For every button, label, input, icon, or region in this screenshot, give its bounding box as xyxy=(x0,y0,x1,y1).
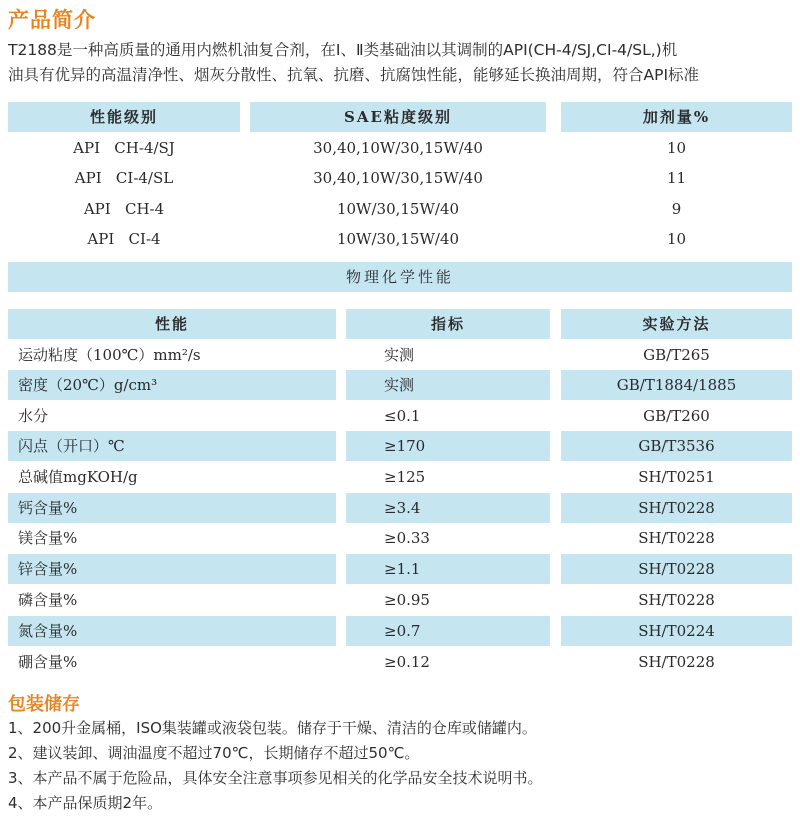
spec-cell: 实测 xyxy=(384,346,415,364)
physchem-row xyxy=(0,462,800,492)
method-cell: SH/T0251 xyxy=(638,468,715,486)
grade-header-sae: SAE粘度级别 xyxy=(250,102,546,132)
physchem-table-header xyxy=(0,309,800,339)
property-cell: 镁含量% xyxy=(18,529,78,547)
physchem-row xyxy=(0,523,800,553)
grade-table-row xyxy=(0,133,800,163)
grade-header-performance: 性能级别 xyxy=(8,102,240,132)
method-cell: SH/T0228 xyxy=(638,653,715,671)
spec-cell: ≥125 xyxy=(384,468,426,486)
grade-cell: 10 xyxy=(666,139,687,157)
grade-table-row xyxy=(0,194,800,224)
spec-cell: ≥3.4 xyxy=(346,493,550,523)
grade-cell: 11 xyxy=(666,169,687,187)
physchem-section-title: 物理化学性能 xyxy=(8,262,792,292)
property-cell: 钙含量% xyxy=(8,493,336,523)
intro-line-2: 油具有优异的高温清净性、烟灰分散性、抗氧、抗磨、抗腐蚀性能，能够延长换油周期，符合API标准 xyxy=(8,66,700,84)
grade-cell: 10W/30,15W/40 xyxy=(336,230,460,248)
property-cell: 磷含量% xyxy=(18,591,78,609)
property-cell: 总碱值mgKOH/g xyxy=(18,468,138,486)
packaging-item: 4、本产品保质期2年。 xyxy=(8,794,163,812)
method-cell: SH/T0228 xyxy=(638,591,715,609)
physchem-row xyxy=(0,401,800,431)
packaging-list xyxy=(8,716,543,816)
grade-cell: API CI-4 xyxy=(87,230,161,248)
grade-table-row xyxy=(0,163,800,193)
intro-line-1: T2188是一种高质量的通用内燃机油复合剂，在Ⅰ、Ⅱ类基础油以其调制的API(CH-4/SJ,CI-4/SL,)机 xyxy=(8,41,678,59)
physchem-row xyxy=(0,616,800,646)
product-intro-title: 产品简介 xyxy=(8,8,96,32)
grade-table-header xyxy=(0,102,800,132)
physchem-row xyxy=(0,554,800,584)
spec-cell: ≥170 xyxy=(346,431,550,461)
packaging-title: 包装储存 xyxy=(8,694,80,715)
method-cell: SH/T0228 xyxy=(561,554,792,584)
grade-cell: 30,40,10W/30,15W/40 xyxy=(313,169,483,187)
grade-cell: API CI-4/SL xyxy=(74,169,174,187)
physchem-header-method: 实验方法 xyxy=(561,309,792,339)
spec-cell: ≥1.1 xyxy=(346,554,550,584)
physchem-row xyxy=(0,370,800,400)
packaging-item: 2、建议装卸、调油温度不超过70℃，长期储存不超过50℃。 xyxy=(8,744,420,762)
property-cell: 密度（20℃）g/cm³ xyxy=(8,370,336,400)
physchem-row xyxy=(0,340,800,370)
physchem-row xyxy=(0,647,800,677)
spec-cell: ≤0.1 xyxy=(384,407,421,425)
product-intro-text xyxy=(8,38,798,88)
grade-header-dosage: 加剂量% xyxy=(561,102,792,132)
spec-cell: ≥0.95 xyxy=(384,591,430,609)
method-cell: GB/T1884/1885 xyxy=(561,370,792,400)
packaging-item: 1、200升金属桶，ISO集装罐或液袋包装。储存于干燥、清洁的仓库或储罐内。 xyxy=(8,719,537,737)
grade-cell: 30,40,10W/30,15W/40 xyxy=(313,139,483,157)
physchem-row xyxy=(0,431,800,461)
property-cell: 锌含量% xyxy=(8,554,336,584)
grade-cell: API CH-4/SJ xyxy=(73,139,175,157)
grade-cell: 10W/30,15W/40 xyxy=(336,200,460,218)
method-cell: SH/T0224 xyxy=(561,616,792,646)
grade-cell: API CH-4 xyxy=(83,200,165,218)
physchem-header-spec: 指标 xyxy=(346,309,550,339)
grade-cell: 9 xyxy=(671,200,682,218)
method-cell: GB/T265 xyxy=(643,346,710,364)
physchem-row xyxy=(0,493,800,523)
spec-cell: ≥0.33 xyxy=(384,529,430,547)
method-cell: GB/T3536 xyxy=(561,431,792,461)
property-cell: 闪点（开口）℃ xyxy=(8,431,336,461)
packaging-item: 3、本产品不属于危险品，具体安全注意事项参见相关的化学品安全技术说明书。 xyxy=(8,769,543,787)
grade-cell: 10 xyxy=(666,230,687,248)
property-cell: 运动粘度（100℃）mm²/s xyxy=(18,346,201,364)
property-cell: 硼含量% xyxy=(18,653,78,671)
grade-table-row xyxy=(0,224,800,254)
method-cell: GB/T260 xyxy=(643,407,710,425)
physchem-row xyxy=(0,585,800,615)
property-cell: 氮含量% xyxy=(8,616,336,646)
method-cell: SH/T0228 xyxy=(638,529,715,547)
physchem-header-property: 性能 xyxy=(8,309,336,339)
spec-cell: ≥0.7 xyxy=(346,616,550,646)
spec-cell: 实测 xyxy=(346,370,550,400)
method-cell: SH/T0228 xyxy=(561,493,792,523)
property-cell: 水分 xyxy=(18,407,49,425)
spec-cell: ≥0.12 xyxy=(384,653,430,671)
